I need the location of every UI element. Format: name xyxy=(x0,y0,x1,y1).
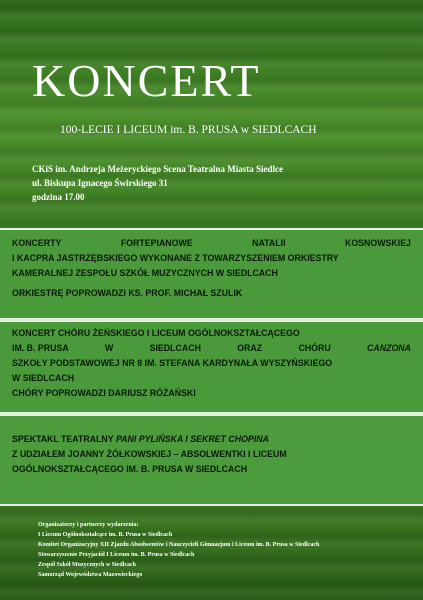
organizers-footer xyxy=(38,520,319,580)
page-title: KONCERT xyxy=(32,55,261,106)
choir-conductor: CHÓRY POPROWADZI DARIUSZ RÓŻAŃSKI xyxy=(12,388,196,398)
organizer-item: Komitet Organizacyjny XII Zjazdu Absolwentów i Nauczycieli Gimnazjum i Liceum im. B. Prusa w Siedlcach xyxy=(38,542,320,548)
organizer-item: Stowarzyszenie Przyjaciół I Liceum im. B. Prusa w Siedlcach xyxy=(38,552,195,558)
organizer-item: Zespół Szkół Muzycznych w Siedlcach xyxy=(38,562,137,568)
theatre-line-2: Z UDZIAŁEM JOANNY ŻÓŁKOWSKIEJ – ABSOLWENTKI I LICEUM xyxy=(12,449,287,459)
play-title: PANI PYLIŃSKA I SEKRET CHOPINA xyxy=(115,434,269,444)
piano-concert-line-1: KONCERTY FORTEPIANOWE NATALII KOSNOWSKIEJ xyxy=(12,238,411,248)
choir-concert-line-2: IM. B. PRUSA W SIEDLCACH ORAZ CHÓRU CANZONA xyxy=(12,341,411,356)
organizers-heading: Organizatorzy i partnerzy wydarzenia: xyxy=(38,522,139,528)
organizer-item: I Liceum Ogólnokształcące im. B. Prusa w Siedlcach xyxy=(38,532,173,538)
event-time: godzina 17.00 xyxy=(32,192,85,202)
piano-concert-panel xyxy=(0,228,423,320)
choir-concert-panel xyxy=(0,320,423,414)
organizer-item: Samorząd Województwa Mazowieckiego xyxy=(38,572,143,578)
venue-name: CKiS im. Andrzeja Meżeryckiego Scena Teatralna Miasta Siedlce xyxy=(32,164,283,174)
choir-concert-line-1: KONCERT CHÓRU ŻEŃSKIEGO I LICEUM OGÓLNOKSZTAŁCĄCEGO xyxy=(12,328,300,338)
choir-concert-line-4: W SIEDLCACH xyxy=(12,373,75,383)
event-subtitle: 100-LECIE I LICEUM im. B. PRUSA w SIEDLCACH xyxy=(60,124,317,136)
choir-name-canzona: CANZONA xyxy=(367,343,411,353)
orchestra-conductor: ORKIESTRĘ POPROWADZI KS. PROF. MICHAŁ SZULIK xyxy=(12,288,243,298)
piano-concert-line-2: I KACPRA JASTRZĘBSKIEGO WYKONANE Z TOWARZYSZENIEM ORKIESTRY xyxy=(12,253,339,263)
venue-info xyxy=(32,162,283,204)
piano-concert-line-3: KAMERALNEJ ZESPOŁU SZKÓŁ MUZYCZNYCH W SIEDLCACH xyxy=(12,268,278,278)
poster-header xyxy=(0,0,423,210)
theatre-line-1: SPEKTAKL TEATRALNY PANI PYLIŃSKA I SEKRET CHOPINA xyxy=(12,434,269,444)
venue-address: ul. Biskupa Ignacego Świrskiego 31 xyxy=(32,178,168,188)
theatre-panel xyxy=(0,414,423,506)
choir-concert-line-3: SZKOŁY PODSTAWOWEJ NR 8 IM. STEFANA KARDYNAŁA WYSZYŃSKIEGO xyxy=(12,358,333,368)
theatre-line-3: OGÓLNOKSZTAŁCĄCEGO IM. B. PRUSA W SIEDLCACH xyxy=(12,464,248,474)
